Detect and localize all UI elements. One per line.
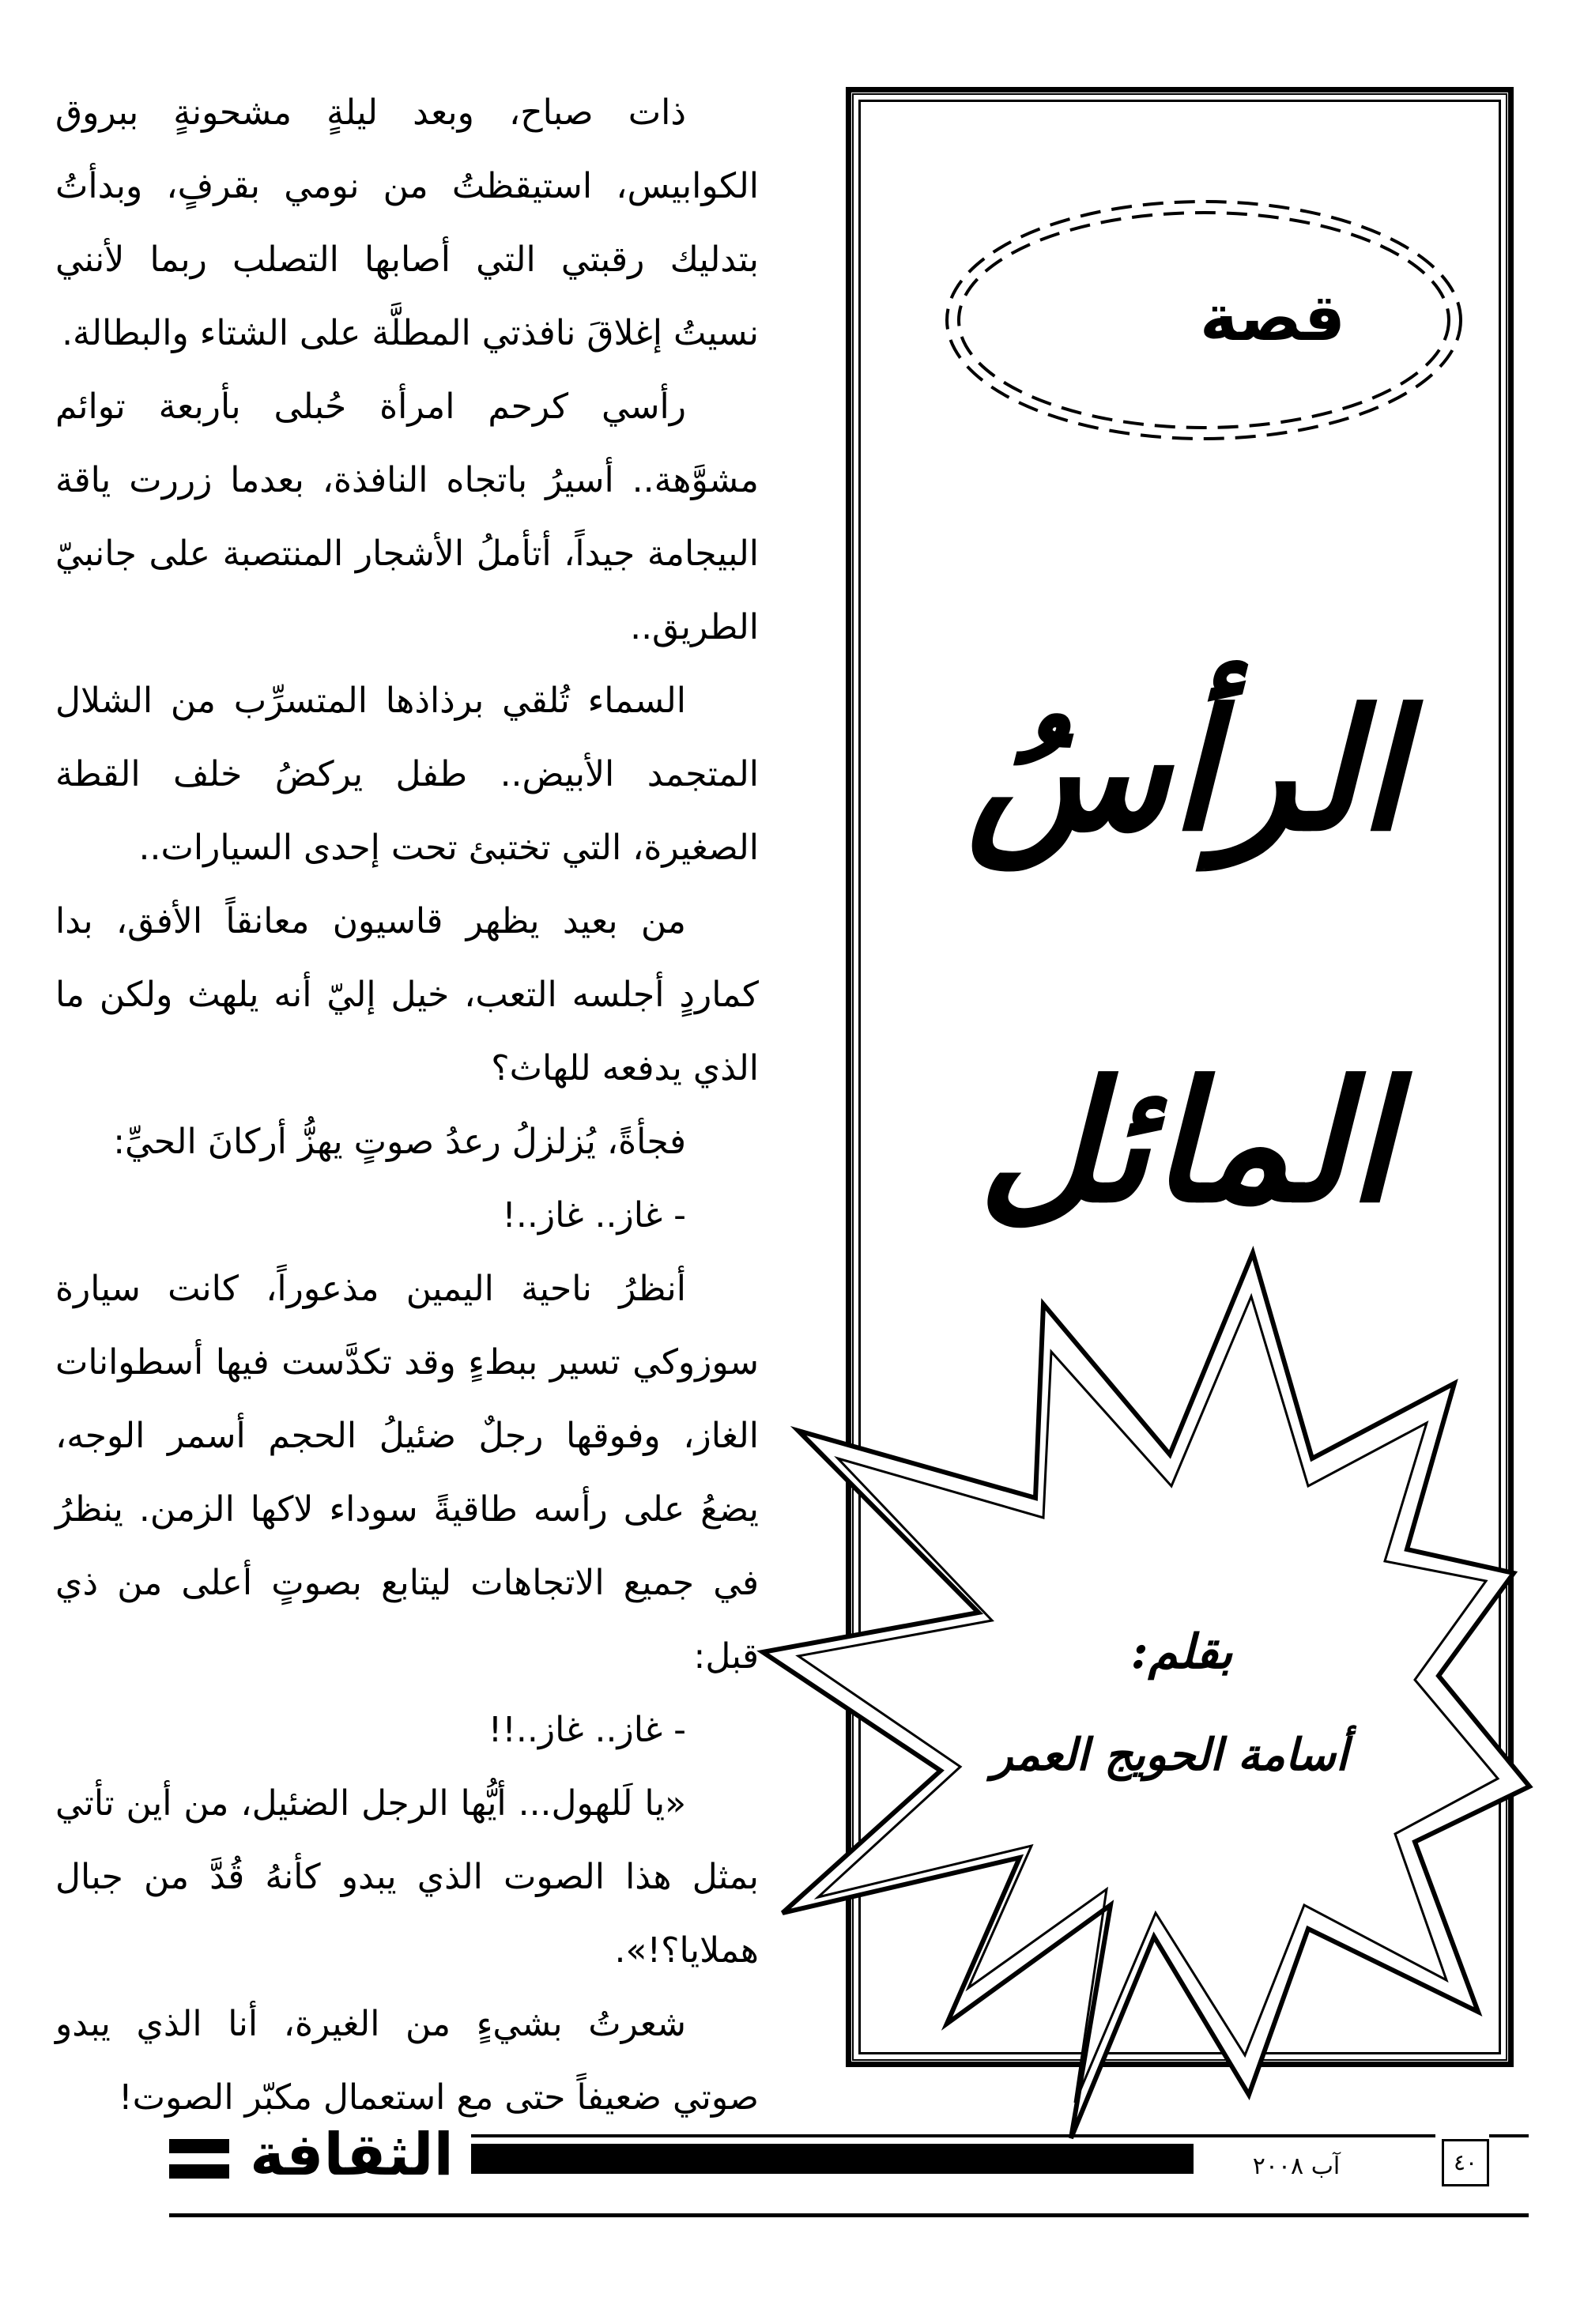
story-paragraph: رأسي كرحم امرأة حُبلى بأربعة توائم مشوَّهة.. أسيرُ باتجاه النافذة، بعدما زررت ياقة البيجامة جيداً، أتأملُ الأشجار المنتصبة على جانبيّ الطريق..	[55, 387, 759, 647]
story-dialog-line: - غاز.. غاز..!!	[488, 1710, 686, 1750]
story-title-line-1: الرأسُ	[967, 673, 1405, 868]
byline-label: بقلم:	[1130, 1624, 1233, 1680]
page-number: ٤٠	[1442, 2139, 1489, 2186]
story-paragraph: شعرتُ بشيءٍ من الغيرة، أنا الذي يبدو صوتي ضعيفاً حتى مع استعمال مكبّر الصوت!	[55, 2004, 759, 2118]
footer-bar-left-top	[169, 2139, 229, 2153]
story-paragraph: أنظرُ ناحية اليمين مذعوراً، كانت سيارة سوزوكي تسير ببطءٍ وقد تكدَّست فيها أسطوانات الغاز، وفوقها رجلٌ ضئيلُ الحجم أسمر الوجه، يضعُ على رأسه طاقيةً سوداء لاكها الزمن. ينظرُ في جميع الاتجاهات ليتابع بصوتٍ أعلى من ذي قبل:	[55, 1269, 759, 1677]
footer-rule-right	[1489, 2134, 1529, 2137]
story-paragraph: «يا لَلهول... أيُّها الرجل الضئيل، من أين تأتي بمثل هذا الصوت الذي يبدو كأنهُ قُدَّ من جبال هملايا؟!».	[55, 1783, 759, 1971]
author-name: أسامة الحويج العمر	[991, 1729, 1348, 1781]
byline-starburst	[763, 1253, 1529, 2138]
footer-rule-top	[471, 2134, 1435, 2137]
story-dialog-line: - غاز.. غاز..!	[502, 1195, 686, 1236]
footer-rule-bottom	[169, 2213, 1529, 2217]
story-paragraph: ذات صباح، وبعد ليلةٍ مشحونةٍ ببروق الكوابيس، استيقظتُ من نومي بقرفٍ، وبدأتُ بتدليك رقبتي التي أصابها التصلب ربما لأنني نسيتُ إغلاقَ نافذتي المطلَّة على الشتاء والبطالة.	[55, 92, 759, 353]
footer-bar-main	[471, 2144, 1194, 2174]
genre-label: قصة	[1199, 281, 1346, 356]
story-paragraph: من بعيد يظهر قاسيون معانقاً الأفق، بدا كماردٍ أجلسه التعب، خيل إليّ أنه يلهث ولكن ما الذي يدفعه للهاث؟	[55, 901, 759, 1088]
issue-date: آب ٢٠٠٨	[1252, 2152, 1341, 2180]
story-paragraph: فجأةً، يُزلزلُ رعدُ صوتٍ يهزُّ أركانَ الحيِّ:	[113, 1122, 686, 1162]
magazine-name: الثقافة	[250, 2121, 454, 2189]
footer-bar-left-bottom	[169, 2164, 229, 2179]
story-title-line-2: المائل	[978, 1044, 1394, 1239]
story-paragraph: السماء تُلقي برذاذها المتسرِّب من الشلال المتجمد الأبيض.. طفل يركضُ خلف القطة الصغيرة، التي تختبئ تحت إحدى السيارات..	[55, 681, 759, 868]
